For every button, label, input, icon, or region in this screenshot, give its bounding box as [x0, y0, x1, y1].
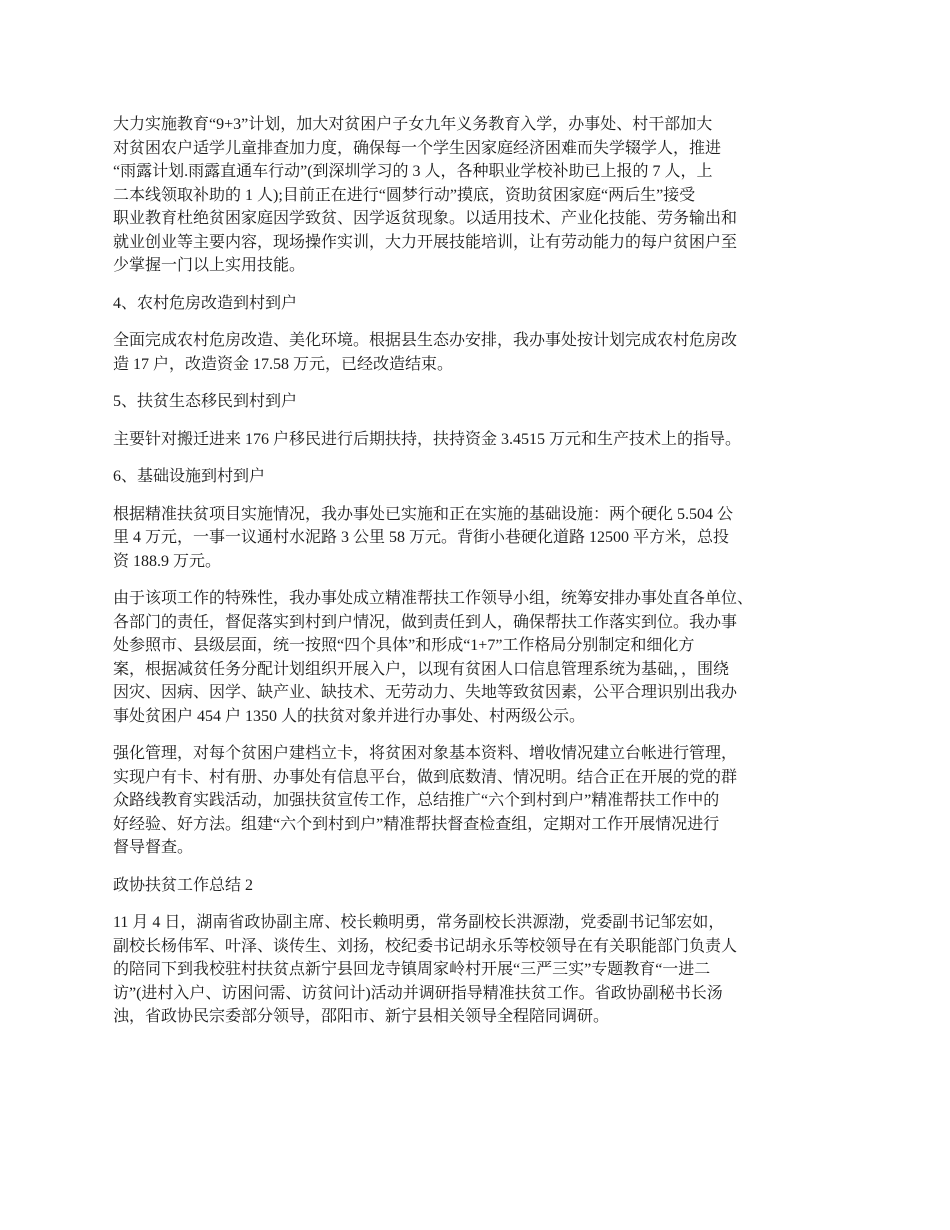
text-line: 造 17 户，改造资金 17.58 万元，已经改造结束。 [113, 355, 454, 373]
text-line: 访”(进村入户、访困问需、访贫问计)活动并调研指导精准扶贫工作。省政协副秘书长汤 [113, 984, 723, 1002]
text-line: 二本线领取补助的 1 人);目前正在进行“圆梦行动”摸底，资助贫困家庭“两后生”接受 [113, 186, 696, 204]
text-line: 好经验、好方法。组建“六个到村到户”精准帮扶督查检查组，定期对工作开展情况进行 [113, 815, 720, 833]
heading-text: 5、扶贫生态移民到村到户 [113, 393, 298, 410]
text-line: 各部门的责任，督促落实到村到户情况，做到责任到人，确保帮扶工作落实到位。我办事 [113, 613, 738, 631]
text-line: 由于该项工作的特殊性，我办事处成立精准帮扶工作领导小组，统筹安排办事处直各单位、 [113, 590, 754, 607]
text-line: 强化管理，对每个贫困户建档立卡，将贫困对象基本资料、增收情况建立台帐进行管理， [113, 745, 738, 762]
text-line: 主要针对搬迁进来 176 户移民进行后期扶持，扶持资金 3.4515 万元和生产技术上的指导。 [113, 430, 742, 448]
text-line: 事处贫困户 454 户 1350 人的扶贫对象并进行办事处、村两级公示。 [113, 707, 586, 725]
paragraph-relocation [113, 428, 843, 452]
text-line: 处参照市、县级层面，统一按照“四个具体”和形成“1+7”工作格局分别制定和细化方 [113, 637, 695, 654]
text-line: 因灾、因病、因学、缺产业、缺技术、无劳动力、失地等致贫因素，公平合理识别出我办 [113, 684, 738, 701]
text-line: 众路线教育实践活动，加强扶贫宣传工作，总结推广“六个到村到户”精准帮扶工作中的 [113, 792, 720, 809]
text-line: 副校长杨伟军、叶泽、谈传生、刘扬，校纪委书记胡永乐等校领导在有关职能部门负责人 [113, 937, 738, 955]
text-line: 浊，省政协民宗委部分领导，邵阳市、新宁县相关领导全程陪同调研。 [113, 1008, 610, 1025]
paragraph-housing [113, 329, 843, 376]
paragraph-infrastructure [113, 503, 843, 574]
text-line: 根据精准扶贫项目实施情况，我办事处已实施和正在实施的基础设施：两个硬化 5.504 公 [113, 505, 734, 523]
text-line: “雨露计划.雨露直通车行动”(到深圳学习的 3 人，各种职业学校补助已上报的 7 人，上 [113, 163, 713, 180]
paragraph-management [113, 742, 843, 860]
text-line: 督导督查。 [113, 839, 194, 856]
text-line: 里 4 万元，一事一议通村水泥路 3 公里 58 万元。背街小巷硬化道路 12500 平方米，总投 [113, 529, 730, 546]
document-body [113, 113, 843, 1043]
section-heading-relocation [113, 390, 843, 414]
heading-text: 4、农村危房改造到村到户 [113, 294, 298, 312]
text-line: 11 月 4 日，湖南省政协副主席、校长赖明勇，常务副校长洪源渤，党委副书记邹宏如， [113, 914, 725, 931]
text-line: 资 188.9 万元。 [113, 552, 222, 570]
text-line: 的陪同下到我校驻村扶贫点新宁县回龙寺镇周家岭村开展“三严三实”专题教育“一进二 [113, 961, 711, 978]
text-line: 就业创业等主要内容，现场操作实训，大力开展技能培训，让有劳动能力的每户贫困户至 [113, 233, 738, 251]
text-line: 职业教育杜绝贫困家庭因学致贫、因学返贫现象。以适用技术、产业化技能、劳务输出和 [113, 210, 738, 227]
text-line: 全面完成农村危房改造、美化环境。根据县生态办安排，我办事处按计划完成农村危房改 [113, 332, 738, 349]
text-line: 少掌握一门以上实用技能。 [113, 257, 306, 274]
paragraph-education [113, 113, 843, 278]
section-heading-housing [113, 292, 843, 316]
text-line: 案，根据减贫任务分配计划组织开展入户，以现有贫困人口信息管理系统为基础，，围绕 [113, 660, 730, 678]
paragraph-visit [113, 911, 843, 1029]
paragraph-leadership-group [113, 587, 843, 728]
text-line: 大力实施教育“9+3”计划，加大对贫困户子女九年义务教育入学，办事处、村干部加大 [113, 116, 713, 133]
text-line: 对贫困农户适学儿童排查加力度，确保每一个学生因家庭经济困难而失学辍学人，推进 [113, 139, 722, 157]
heading-text: 政协扶贫工作总结 2 [113, 876, 254, 894]
text-line: 实现户有卡、村有册、办事处有信息平台，做到底数清、情况明。结合正在开展的党的群 [113, 768, 738, 786]
section-heading-summary-2 [113, 874, 843, 898]
heading-text: 6、基础设施到村到户 [113, 468, 266, 485]
section-heading-infrastructure [113, 465, 843, 489]
